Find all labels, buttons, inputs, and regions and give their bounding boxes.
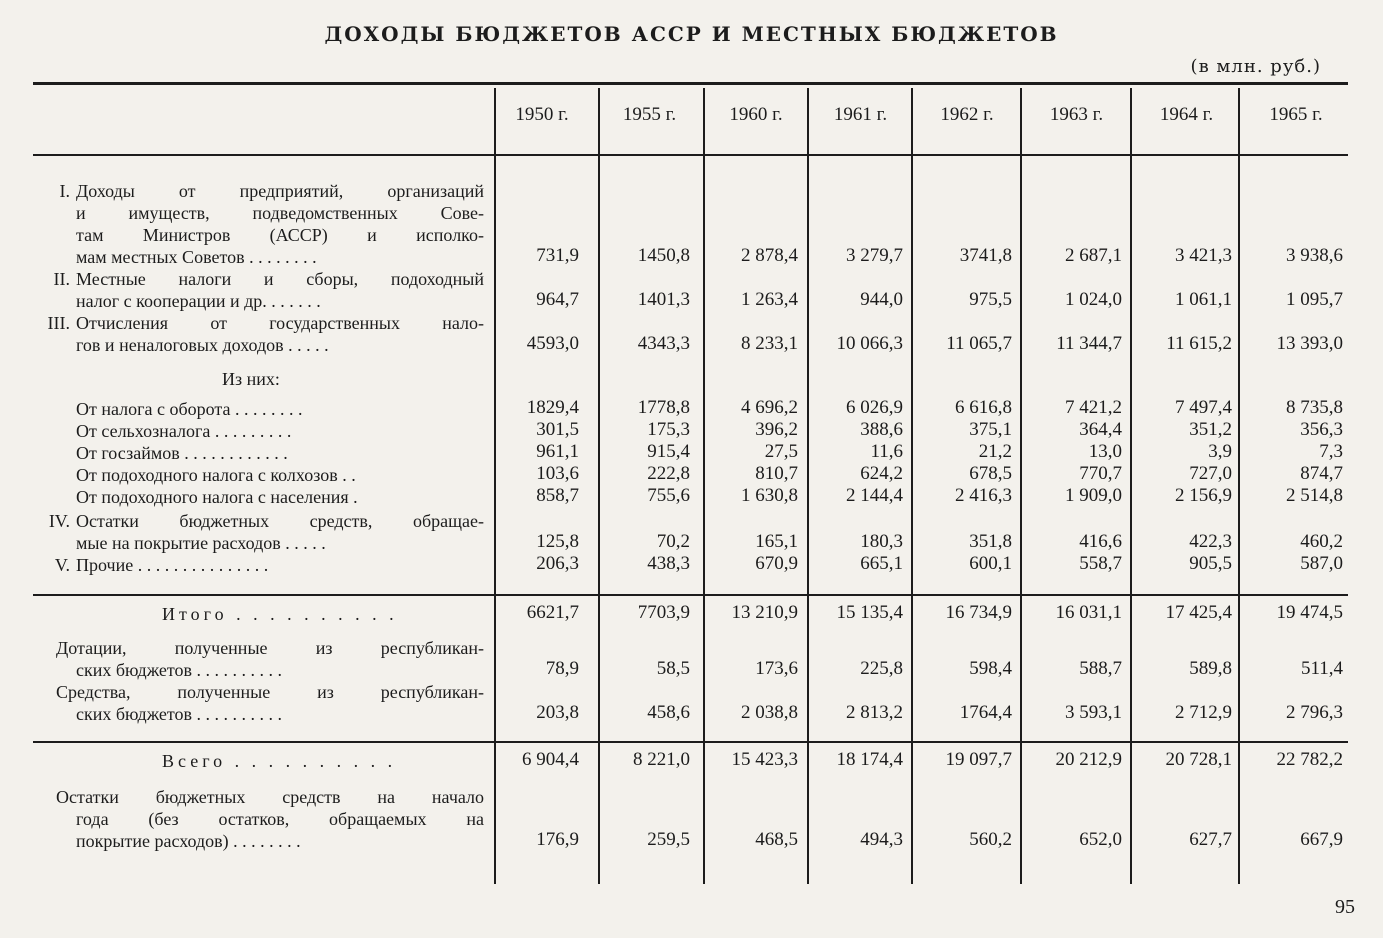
value-cell: 624,2	[860, 463, 903, 484]
value-cell: 6621,7	[526, 602, 579, 623]
value-cell: 206,3	[536, 553, 579, 574]
value-cell: 468,5	[755, 829, 798, 850]
value-cell: 364,4	[1079, 419, 1122, 440]
value-cell: 180,3	[860, 531, 903, 552]
value-cell: 21,2	[978, 441, 1012, 462]
row-label-line: мые на покрытие расходов . . . . .	[76, 533, 326, 553]
page-number: 95	[1335, 896, 1355, 918]
value-cell: 1 630,8	[741, 485, 798, 506]
value-cell: 222,8	[647, 463, 690, 484]
year-header: 1961 г.	[833, 104, 888, 125]
value-cell: 665,1	[860, 553, 903, 574]
value-cell: 18 174,4	[836, 749, 903, 770]
page-title: ДОХОДЫ БЮДЖЕТОВ АССР И МЕСТНЫХ БЮДЖЕТОВ	[324, 22, 1059, 46]
value-cell: 460,2	[1300, 531, 1343, 552]
value-cell: 905,5	[1189, 553, 1232, 574]
value-cell: 1 095,7	[1286, 289, 1343, 310]
value-cell: 259,5	[647, 829, 690, 850]
value-cell: 2 144,4	[846, 485, 903, 506]
year-header: 1955 г.	[622, 104, 677, 125]
value-cell: 755,6	[647, 485, 690, 506]
value-cell: 1401,3	[637, 289, 690, 310]
value-cell: 13 210,9	[731, 602, 798, 623]
value-cell: 19 097,7	[945, 749, 1012, 770]
value-cell: 598,4	[969, 658, 1012, 679]
value-cell: 975,5	[969, 289, 1012, 310]
value-cell: 627,7	[1189, 829, 1232, 850]
value-cell: 20 728,1	[1165, 749, 1232, 770]
value-cell: 7703,9	[637, 602, 690, 623]
value-cell: 6 616,8	[955, 397, 1012, 418]
total-label: Всего . . . . . . . . . .	[162, 751, 397, 771]
year-header: 1964 г.	[1159, 104, 1214, 125]
row-label-line: там Министров (АССР) и исполко-	[76, 225, 484, 245]
value-cell: 731,9	[536, 245, 579, 266]
value-cell: 727,0	[1189, 463, 1232, 484]
value-cell: 301,5	[536, 419, 579, 440]
row-number: II.	[53, 269, 70, 289]
row-number: V.	[54, 555, 70, 575]
value-cell: 3 421,3	[1175, 245, 1232, 266]
row-label-line: года (без остатков, обращаемых на	[76, 809, 484, 829]
value-cell: 2 712,9	[1175, 702, 1232, 723]
value-cell: 7,3	[1319, 441, 1343, 462]
value-cell: 3 593,1	[1065, 702, 1122, 723]
value-cell: 396,2	[755, 419, 798, 440]
value-cell: 11,6	[870, 441, 903, 462]
value-cell: 58,5	[656, 658, 690, 679]
value-cell: 2 796,3	[1286, 702, 1343, 723]
value-cell: 6 904,4	[522, 749, 579, 770]
row-number: IV.	[48, 511, 70, 531]
row-label-line: налог с кооперации и др. . . . . . .	[76, 291, 321, 311]
value-cell: 810,7	[755, 463, 798, 484]
unit-note: (в млн. руб.)	[1190, 56, 1321, 77]
row-label-line: Прочие . . . . . . . . . . . . . . .	[76, 555, 269, 575]
value-cell: 203,8	[536, 702, 579, 723]
value-cell: 13 393,0	[1276, 333, 1343, 354]
row-label-line: мам местных Советов . . . . . . . .	[76, 247, 317, 267]
row-label	[56, 681, 484, 725]
value-cell: 1829,4	[526, 397, 579, 418]
row-label	[76, 554, 484, 576]
value-cell: 2 878,4	[741, 245, 798, 266]
value-cell: 8 735,8	[1286, 397, 1343, 418]
value-cell: 8 233,1	[741, 333, 798, 354]
value-cell: 416,6	[1079, 531, 1122, 552]
row-label	[76, 464, 484, 486]
row-label	[76, 398, 484, 420]
value-cell: 667,9	[1300, 829, 1343, 850]
value-cell: 11 615,2	[1166, 333, 1232, 354]
value-cell: 600,1	[969, 553, 1012, 574]
row-label-line: Отчисления от государственных нало-	[76, 313, 484, 333]
value-cell: 558,7	[1079, 553, 1122, 574]
value-cell: 2 156,9	[1175, 485, 1232, 506]
value-cell: 1450,8	[637, 245, 690, 266]
row-label	[56, 637, 484, 681]
value-cell: 8 221,0	[633, 749, 690, 770]
row-label	[76, 268, 484, 312]
value-cell: 2 514,8	[1286, 485, 1343, 506]
value-cell: 13,0	[1088, 441, 1122, 462]
value-cell: 6 026,9	[846, 397, 903, 418]
value-cell: 4593,0	[526, 333, 579, 354]
row-label-line: ских бюджетов . . . . . . . . . .	[76, 704, 283, 724]
subheading-label: Из них:	[222, 369, 280, 389]
value-cell: 16 734,9	[945, 602, 1012, 623]
value-cell: 874,7	[1300, 463, 1343, 484]
value-cell: 11 065,7	[946, 333, 1012, 354]
value-cell: 678,5	[969, 463, 1012, 484]
row-label	[76, 442, 484, 464]
value-cell: 103,6	[536, 463, 579, 484]
row-label	[76, 486, 484, 508]
value-cell: 20 212,9	[1055, 749, 1122, 770]
value-cell: 1 263,4	[741, 289, 798, 310]
value-cell: 915,4	[647, 441, 690, 462]
value-cell: 588,7	[1079, 658, 1122, 679]
row-label-line: Доходы от предприятий, организаций	[76, 181, 484, 201]
value-cell: 589,8	[1189, 658, 1232, 679]
value-cell: 770,7	[1079, 463, 1122, 484]
row-label-line: Остатки бюджетных средств, обращае-	[76, 511, 484, 531]
value-cell: 173,6	[755, 658, 798, 679]
value-cell: 1 024,0	[1065, 289, 1122, 310]
row-label-line: Остатки бюджетных средств на начало	[56, 787, 484, 807]
itogo-rule	[33, 594, 1348, 596]
value-cell: 7 497,4	[1175, 397, 1232, 418]
row-label-line: От подоходного налога с населения .	[76, 487, 358, 507]
value-cell: 1778,8	[637, 397, 690, 418]
row-label	[76, 180, 484, 268]
row-label	[56, 786, 484, 852]
value-cell: 70,2	[656, 531, 690, 552]
value-cell: 7 421,2	[1065, 397, 1122, 418]
value-cell: 351,2	[1189, 419, 1232, 440]
year-header: 1963 г.	[1049, 104, 1104, 125]
row-label-line: Дотации, полученные из республикан-	[56, 638, 484, 658]
value-cell: 458,6	[647, 702, 690, 723]
value-cell: 15 423,3	[731, 749, 798, 770]
row-label-line: От госзаймов . . . . . . . . . . . .	[76, 443, 288, 463]
value-cell: 3741,8	[959, 245, 1012, 266]
value-cell: 125,8	[536, 531, 579, 552]
value-cell: 511,4	[1300, 658, 1343, 679]
value-cell: 2 416,3	[955, 485, 1012, 506]
value-cell: 1764,4	[959, 702, 1012, 723]
value-cell: 11 344,7	[1056, 333, 1122, 354]
value-cell: 176,9	[536, 829, 579, 850]
value-cell: 27,5	[764, 441, 798, 462]
value-cell: 944,0	[860, 289, 903, 310]
year-header: 1950 г.	[515, 104, 569, 125]
year-header: 1960 г.	[729, 104, 783, 125]
year-header: 1962 г.	[940, 104, 994, 125]
value-cell: 17 425,4	[1165, 602, 1232, 623]
row-label-line: гов и неналоговых доходов . . . . .	[76, 335, 329, 355]
row-label-line: От налога с оборота . . . . . . . .	[76, 399, 303, 419]
value-cell: 351,8	[969, 531, 1012, 552]
value-cell: 15 135,4	[836, 602, 903, 623]
row-number: III.	[47, 313, 70, 333]
value-cell: 587,0	[1300, 553, 1343, 574]
vsego-rule	[33, 741, 1348, 743]
value-cell: 652,0	[1079, 829, 1122, 850]
value-cell: 560,2	[969, 829, 1012, 850]
value-cell: 1 909,0	[1065, 485, 1122, 506]
value-cell: 3 938,6	[1286, 245, 1343, 266]
value-cell: 964,7	[536, 289, 579, 310]
total-label: Итого . . . . . . . . . .	[162, 604, 398, 624]
row-label-line: ских бюджетов . . . . . . . . . .	[76, 660, 283, 680]
value-cell: 438,3	[647, 553, 690, 574]
value-cell: 16 031,1	[1055, 602, 1122, 623]
top-rule	[33, 82, 1348, 85]
value-cell: 1 061,1	[1175, 289, 1232, 310]
value-cell: 422,3	[1189, 531, 1232, 552]
value-cell: 2 687,1	[1065, 245, 1122, 266]
value-cell: 670,9	[755, 553, 798, 574]
row-label-line: Местные налоги и сборы, подоходный	[76, 269, 484, 289]
row-label-line: Средства, полученные из республикан-	[56, 682, 484, 702]
value-cell: 388,6	[860, 419, 903, 440]
row-label	[76, 420, 484, 442]
value-cell: 19 474,5	[1276, 602, 1343, 623]
value-cell: 175,3	[647, 419, 690, 440]
row-label-line: и имуществ, подведомственных Сове-	[76, 203, 484, 223]
value-cell: 2 038,8	[741, 702, 798, 723]
value-cell: 4 696,2	[741, 397, 798, 418]
value-cell: 3 279,7	[846, 245, 903, 266]
value-cell: 2 813,2	[846, 702, 903, 723]
value-cell: 356,3	[1300, 419, 1343, 440]
value-cell: 4343,3	[637, 333, 690, 354]
row-label-line: От подоходного налога с колхозов . .	[76, 465, 356, 485]
row-label	[76, 510, 484, 554]
value-cell: 165,1	[755, 531, 798, 552]
value-cell: 22 782,2	[1276, 749, 1343, 770]
row-label-line: покрытие расходов) . . . . . . . .	[76, 831, 301, 851]
value-cell: 494,3	[860, 829, 903, 850]
row-number: I.	[59, 181, 70, 201]
value-cell: 3,9	[1208, 441, 1232, 462]
value-cell: 225,8	[860, 658, 903, 679]
value-cell: 375,1	[969, 419, 1012, 440]
year-header: 1965 г.	[1269, 104, 1323, 125]
value-cell: 858,7	[536, 485, 579, 506]
row-label	[76, 312, 484, 356]
value-cell: 961,1	[536, 441, 579, 462]
header-rule	[33, 154, 1348, 156]
value-cell: 10 066,3	[836, 333, 903, 354]
row-label-line: От сельхозналога . . . . . . . . .	[76, 421, 292, 441]
value-cell: 78,9	[545, 658, 579, 679]
